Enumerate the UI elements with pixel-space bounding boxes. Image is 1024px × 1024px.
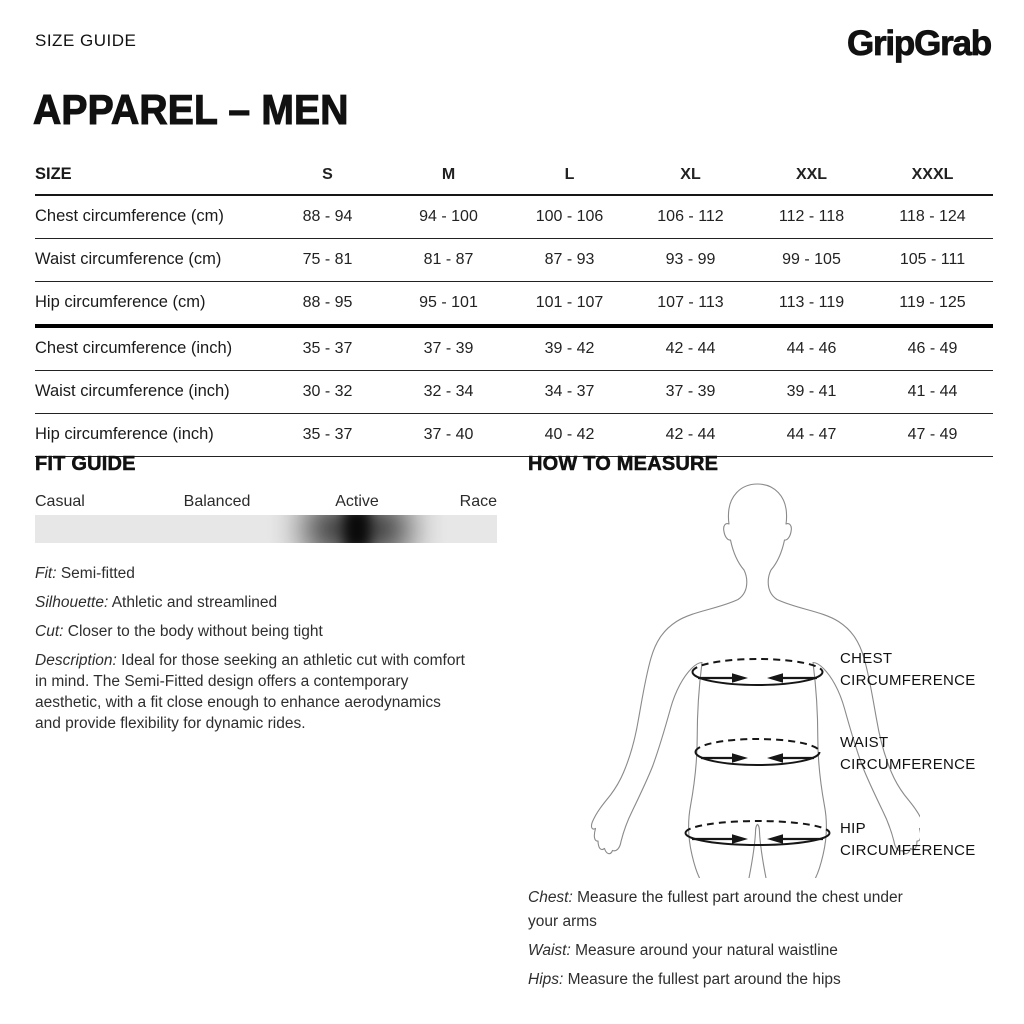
size-value: 47 - 49 (907, 425, 958, 443)
detail-text: Athletic and streamlined (111, 594, 278, 611)
column-header: XXL (795, 165, 828, 183)
how-to-measure-heading: HOW TO MEASURE (528, 453, 719, 475)
row-label: Waist circumference (cm) (35, 250, 222, 268)
column-header: SIZE (35, 165, 72, 183)
size-value: 40 - 42 (544, 425, 595, 443)
detail-label: Description: (35, 652, 117, 669)
instruction-text: Measure around your natural waistline (575, 942, 838, 959)
table-row (35, 239, 993, 282)
size-value: 81 - 87 (423, 250, 474, 268)
size-value: 32 - 34 (423, 382, 474, 400)
detail-label: Fit: (35, 565, 57, 582)
size-value: 112 - 118 (778, 207, 845, 225)
column-header: XXXL (911, 165, 954, 183)
size-value: 46 - 49 (907, 339, 958, 357)
fit-details (35, 563, 497, 742)
size-value: 35 - 37 (302, 339, 353, 357)
label-line: HIP (840, 820, 866, 837)
fit-scale-label-casual: Casual (35, 493, 85, 510)
fit-detail-silhouette (35, 592, 497, 613)
size-value: 100 - 106 (535, 207, 604, 225)
size-value: 42 - 44 (665, 425, 716, 443)
detail-label: Silhouette: (35, 594, 109, 611)
column-header: M (441, 165, 456, 183)
column-header: S (322, 165, 333, 183)
size-value: 30 - 32 (302, 382, 353, 400)
instruction-label: Hips: (528, 971, 564, 988)
size-value: 37 - 39 (665, 382, 716, 400)
fit-scale-label-active: Active (335, 493, 379, 510)
size-value: 113 - 119 (778, 293, 845, 311)
fit-scale-label-race: Race (459, 493, 497, 510)
size-value: 99 - 105 (782, 250, 841, 268)
label-line: CIRCUMFERENCE (840, 756, 976, 773)
label-line: CIRCUMFERENCE (840, 842, 976, 859)
column-header: L (564, 165, 575, 183)
size-table (35, 157, 993, 457)
waist-circumference-label (840, 732, 1000, 776)
row-label: Hip circumference (cm) (35, 293, 206, 311)
size-value: 39 - 42 (544, 339, 595, 357)
size-value: 106 - 112 (657, 207, 724, 225)
label-line: CIRCUMFERENCE (840, 672, 976, 689)
row-label: Chest circumference (cm) (35, 207, 224, 225)
size-value: 37 - 40 (423, 425, 474, 443)
chest-measure-ring (693, 659, 823, 685)
waist-measure-ring (696, 739, 820, 765)
detail-text: Ideal for those seeking an athletic cut with comfort in mind. The Semi-Fitted design offers a contemporary aesthetic, with a fit close enough to enhance aerodynamics and provide flexibility for dynamic rides. (35, 652, 465, 732)
column-header: XL (680, 165, 701, 183)
instruction-label: Waist: (528, 942, 571, 959)
size-value: 35 - 37 (302, 425, 353, 443)
label-line: WAIST (840, 734, 889, 751)
fit-guide-heading: FIT GUIDE (35, 453, 136, 475)
size-value: 34 - 37 (544, 382, 595, 400)
hip-circumference-label (840, 818, 1000, 862)
size-value: 94 - 100 (419, 207, 478, 225)
fit-detail-cut (35, 621, 497, 642)
instruction-waist (528, 939, 920, 963)
size-value: 39 - 41 (786, 382, 837, 400)
size-value: 87 - 93 (544, 250, 595, 268)
instruction-hips (528, 968, 920, 992)
detail-label: Cut: (35, 623, 64, 640)
detail-text: Semi-fitted (60, 565, 135, 582)
instruction-text: Measure the fullest part around the hips (567, 971, 841, 988)
detail-text: Closer to the body without being tight (67, 623, 323, 640)
size-value: 42 - 44 (665, 339, 716, 357)
page-kicker: SIZE GUIDE (35, 31, 137, 50)
row-label: Chest circumference (inch) (35, 339, 233, 357)
table-header-row (35, 157, 993, 196)
row-label: Waist circumference (inch) (35, 382, 230, 400)
size-value: 95 - 101 (419, 293, 478, 311)
gripgrab-logo: GripGrab (846, 24, 991, 63)
instruction-text: Measure the fullest part around the chest under your arms (528, 889, 903, 930)
page-title: APPAREL – MEN (33, 86, 349, 133)
row-label: Hip circumference (inch) (35, 425, 214, 443)
size-value: 44 - 47 (786, 425, 837, 443)
fit-scale-marker (344, 515, 370, 543)
size-value: 75 - 81 (302, 250, 353, 268)
instruction-label: Chest: (528, 889, 573, 906)
fit-scale-label-balanced: Balanced (183, 493, 251, 510)
table-row (35, 371, 993, 414)
fit-scale-labels (35, 493, 497, 513)
size-value: 105 - 111 (899, 250, 966, 268)
size-value: 88 - 94 (302, 207, 353, 225)
size-value: 118 - 124 (899, 207, 966, 225)
label-line: CHEST (840, 650, 893, 667)
fit-scale-bar (35, 515, 497, 543)
table-row (35, 196, 993, 239)
fit-detail-fit (35, 563, 497, 584)
size-value: 37 - 39 (423, 339, 474, 357)
size-value: 107 - 113 (657, 293, 724, 311)
size-value: 88 - 95 (302, 293, 353, 311)
table-row (35, 414, 993, 457)
size-value: 41 - 44 (907, 382, 958, 400)
chest-circumference-label (840, 648, 1000, 692)
measure-instructions (528, 886, 920, 997)
fit-detail-description (35, 650, 465, 734)
table-row (35, 282, 993, 328)
size-value: 93 - 99 (665, 250, 716, 268)
instruction-chest (528, 886, 920, 934)
size-value: 101 - 107 (535, 293, 604, 311)
size-value: 119 - 125 (899, 293, 966, 311)
size-value: 44 - 46 (786, 339, 837, 357)
table-row (35, 328, 993, 371)
